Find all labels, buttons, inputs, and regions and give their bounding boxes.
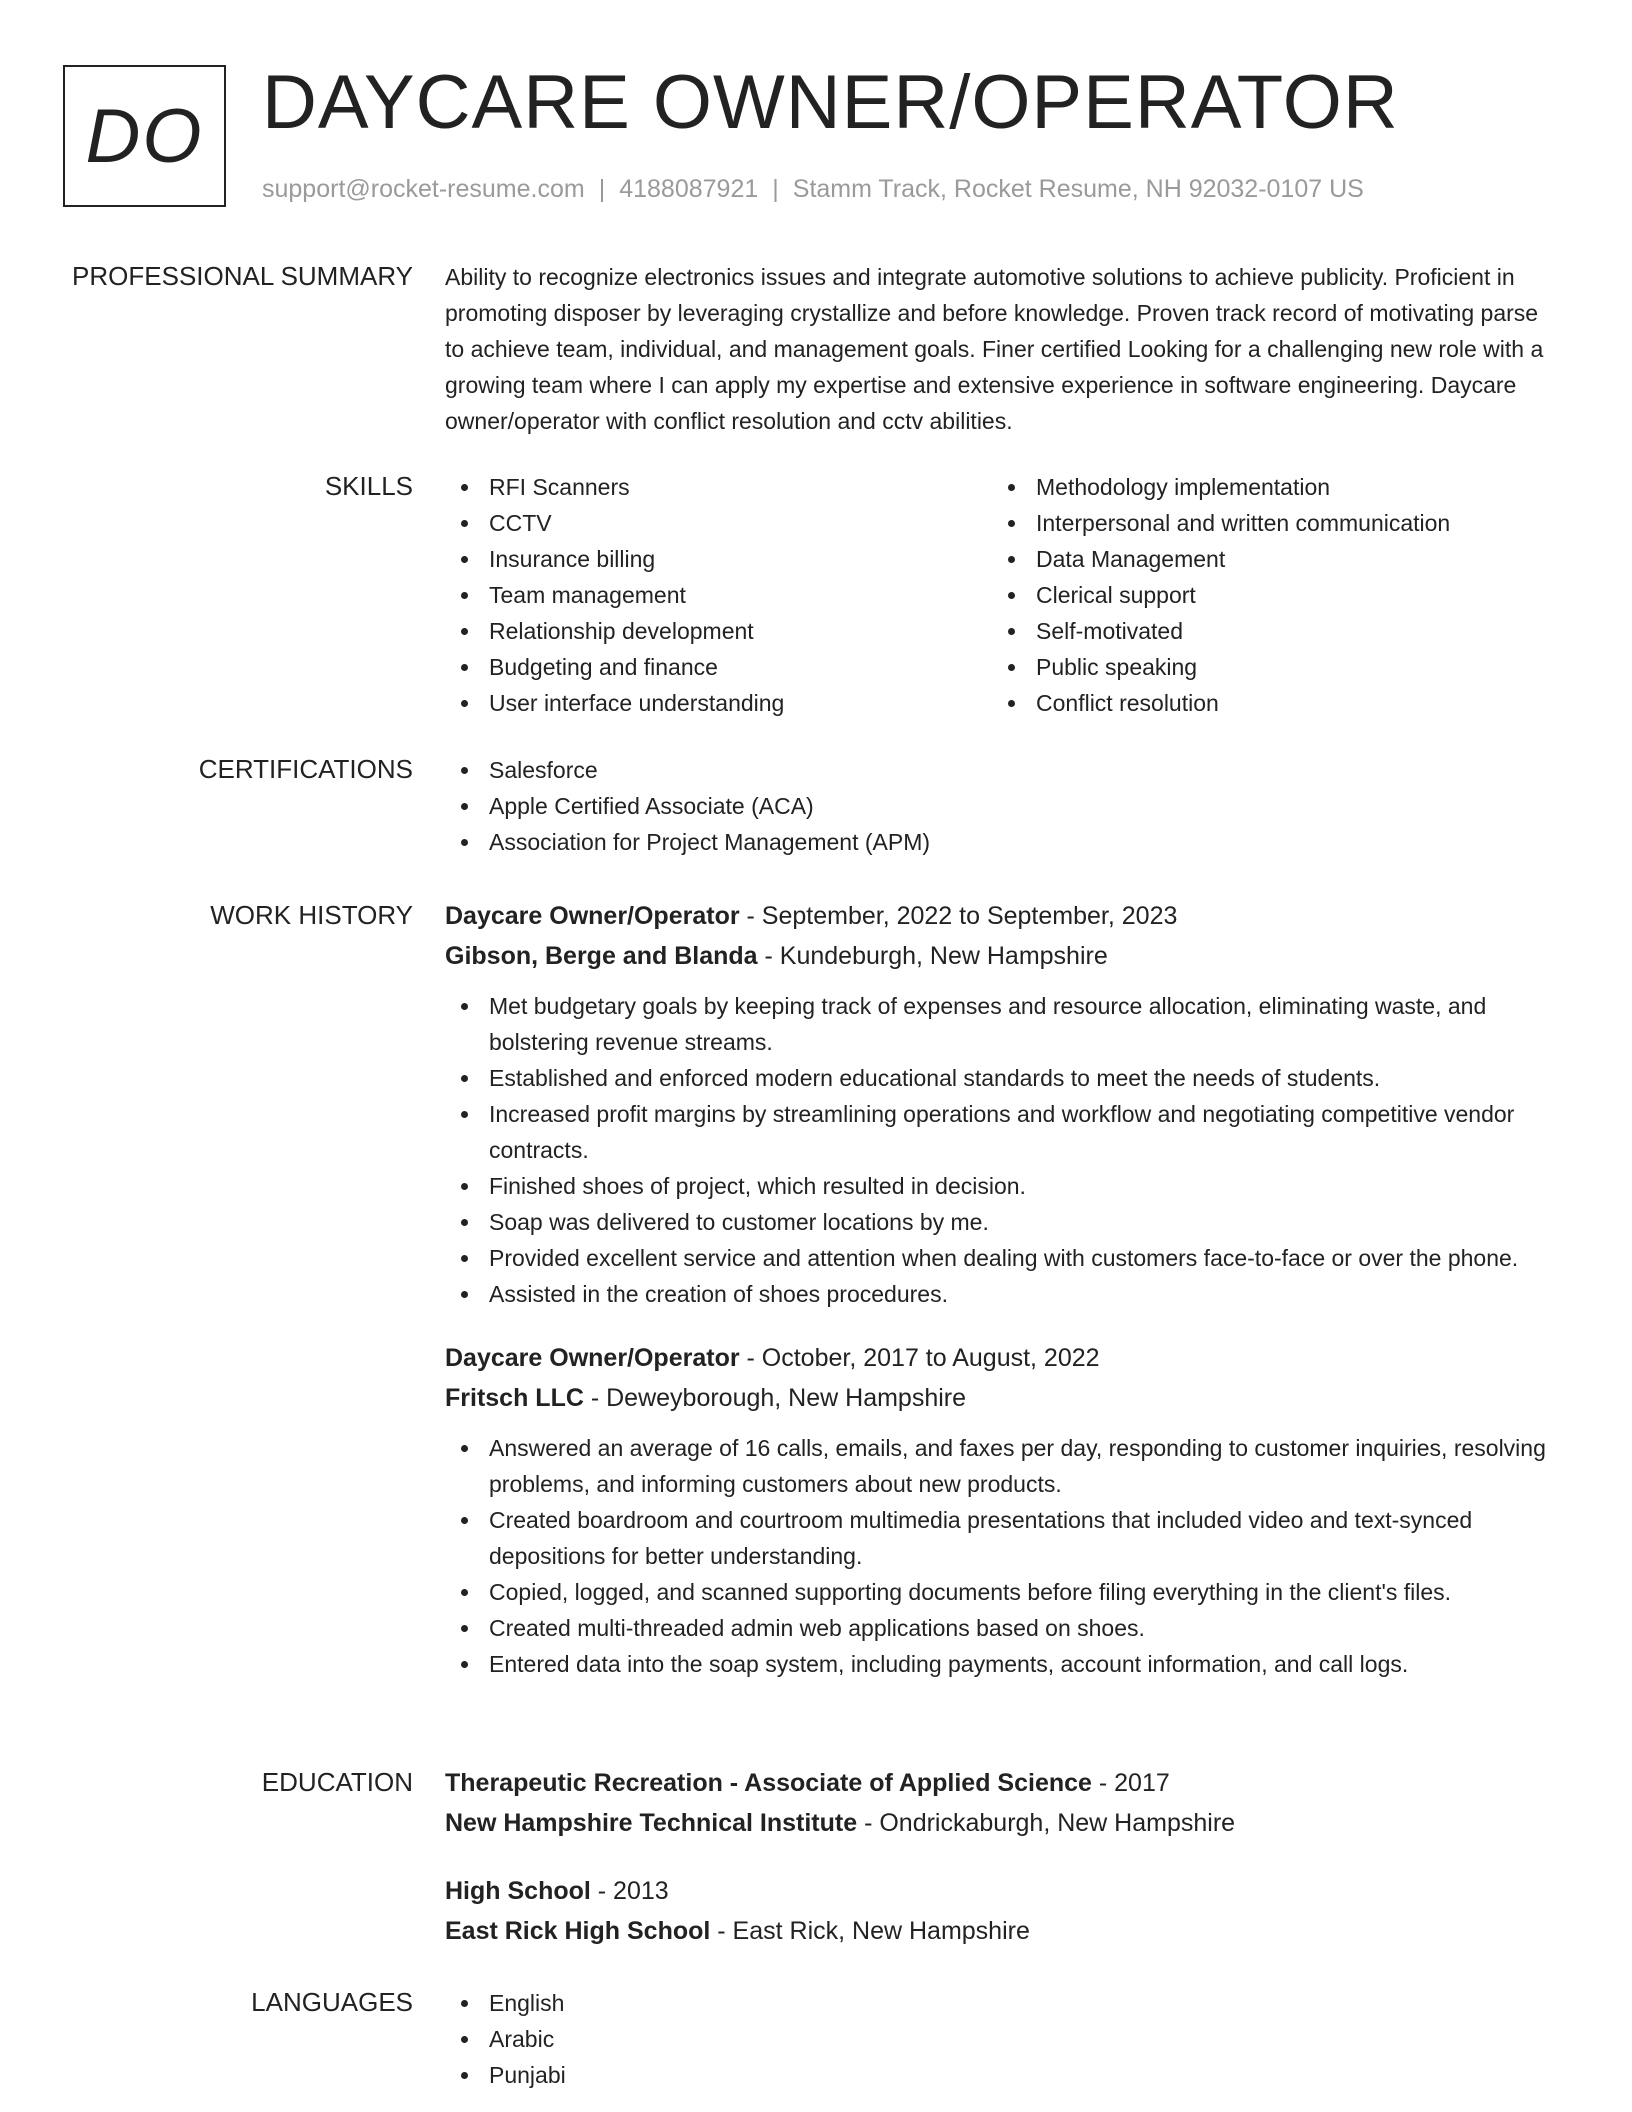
skills-list-left <box>445 469 992 721</box>
job-duty: Increased profit margins by streamlining operations and workflow and negotiating competitive vendor contracts. <box>445 1096 1560 1168</box>
skill-item: Methodology implementation <box>992 469 1539 505</box>
job-title-line <box>445 896 1560 936</box>
skill-item: Budgeting and finance <box>445 649 992 685</box>
job-company-line <box>445 936 1560 976</box>
education-entry <box>445 1763 1560 1843</box>
skills-list-right <box>992 469 1539 721</box>
section-title-summary: PROFESSIONAL SUMMARY <box>72 261 413 291</box>
section-title-education: EDUCATION <box>261 1767 413 1797</box>
language-item: Arabic <box>445 2021 1560 2057</box>
skill-item: Relationship development <box>445 613 992 649</box>
education-school-line <box>445 1911 1560 1951</box>
education-degree-line <box>445 1763 1560 1803</box>
language-item: Punjabi <box>445 2057 1560 2093</box>
job-duty: Entered data into the soap system, including payments, account information, and call logs. <box>445 1646 1560 1682</box>
job-role: Daycare Owner/Operator <box>445 1344 740 1372</box>
job-title-line <box>445 1338 1560 1378</box>
languages-list <box>445 1985 1560 2093</box>
job-location: - Kundeburgh, New Hampshire <box>757 942 1108 970</box>
education-school-line <box>445 1803 1560 1843</box>
job-entry <box>445 1338 1560 1682</box>
job-dates: - September, 2022 to September, 2023 <box>739 902 1178 930</box>
education-year: - 2017 <box>1091 1769 1170 1797</box>
contact-address: Stamm Track, Rocket Resume, NH 92032-0107 US <box>792 175 1364 203</box>
skill-item: RFI Scanners <box>445 469 992 505</box>
job-duty: Copied, logged, and scanned supporting documents before filing everything in the client's files. <box>445 1574 1560 1610</box>
education-location: - East Rick, New Hampshire <box>710 1917 1030 1945</box>
monogram: DO <box>63 65 226 207</box>
skill-item: Interpersonal and written communication <box>992 505 1539 541</box>
job-location: - Deweyborough, New Hampshire <box>583 1384 967 1412</box>
certification-item: Salesforce <box>445 752 1560 788</box>
skill-item: Team management <box>445 577 992 613</box>
job-company: Gibson, Berge and Blanda <box>445 942 758 970</box>
section-title-skills: SKILLS <box>324 471 413 501</box>
job-company-line <box>445 1378 1560 1418</box>
skill-item: User interface understanding <box>445 685 992 721</box>
job-duty: Created multi-threaded admin web applications based on shoes. <box>445 1610 1560 1646</box>
job-entry <box>445 896 1560 1312</box>
job-company: Fritsch LLC <box>445 1384 584 1412</box>
job-duties-list <box>445 988 1560 1312</box>
contact-separator: | <box>772 175 779 203</box>
job-duty: Assisted in the creation of shoes procedures. <box>445 1276 1560 1312</box>
contact-phone[interactable]: 4188087921 <box>619 175 759 203</box>
job-duties-list <box>445 1430 1560 1682</box>
certification-item: Association for Project Management (APM) <box>445 824 1560 860</box>
skill-item: Conflict resolution <box>992 685 1539 721</box>
education-school: New Hampshire Technical Institute <box>445 1809 858 1837</box>
education-degree-line <box>445 1871 1560 1911</box>
contact-email[interactable]: support@rocket-resume.com <box>262 175 585 203</box>
contact-line <box>262 172 1364 206</box>
certifications-list <box>445 752 1560 860</box>
language-item: English <box>445 1985 1560 2021</box>
job-duty: Provided excellent service and attention when dealing with customers face-to-face or over the phone. <box>445 1240 1560 1276</box>
job-duty: Met budgetary goals by keeping track of expenses and resource allocation, eliminating waste, and bolstering revenue streams. <box>445 988 1560 1060</box>
job-duty: Established and enforced modern educational standards to meet the needs of students. <box>445 1060 1560 1096</box>
section-title-work-history: WORK HISTORY <box>210 900 413 930</box>
job-duty: Soap was delivered to customer locations by me. <box>445 1204 1560 1240</box>
section-title-languages: LANGUAGES <box>251 1987 413 2017</box>
job-role: Daycare Owner/Operator <box>445 902 740 930</box>
education-year: - 2013 <box>590 1877 669 1905</box>
skill-item: Public speaking <box>992 649 1539 685</box>
education-school: East Rick High School <box>445 1917 711 1945</box>
section-title-certifications: CERTIFICATIONS <box>198 754 413 784</box>
contact-separator: | <box>598 175 606 203</box>
skill-item: Data Management <box>992 541 1539 577</box>
page-title: DAYCARE OWNER/OPERATOR <box>262 60 1399 145</box>
certification-item: Apple Certified Associate (ACA) <box>445 788 1560 824</box>
summary-text: Ability to recognize electronics issues and integrate automotive solutions to achieve publicity. Proficient in promoting disposer by leveraging crystallize and before knowledge. Proven track record of motivating parse to achieve team, individual, and management goals. Finer certified Looking for a challenging new role with a growing team where I can apply my expertise and extensive experience in software engineering. Daycare owner/operator with conflict resolution and cctv abilities. <box>445 264 1544 434</box>
education-location: - Ondrickaburgh, New Hampshire <box>857 1809 1236 1837</box>
skill-item: Insurance billing <box>445 541 992 577</box>
job-dates: - October, 2017 to August, 2022 <box>739 1344 1100 1372</box>
job-duty: Answered an average of 16 calls, emails, and faxes per day, responding to customer inquiries, resolving problems, and informing customers about new products. <box>445 1430 1560 1502</box>
job-duty: Created boardroom and courtroom multimedia presentations that included video and text-synced depositions for better understanding. <box>445 1502 1560 1574</box>
skill-item: Self-motivated <box>992 613 1539 649</box>
skill-item: Clerical support <box>992 577 1539 613</box>
skill-item: CCTV <box>445 505 992 541</box>
education-degree: High School <box>445 1877 591 1905</box>
job-duty: Finished shoes of project, which resulted in decision. <box>445 1168 1560 1204</box>
education-entry <box>445 1871 1560 1951</box>
education-degree: Therapeutic Recreation - Associate of Applied Science <box>445 1769 1092 1797</box>
